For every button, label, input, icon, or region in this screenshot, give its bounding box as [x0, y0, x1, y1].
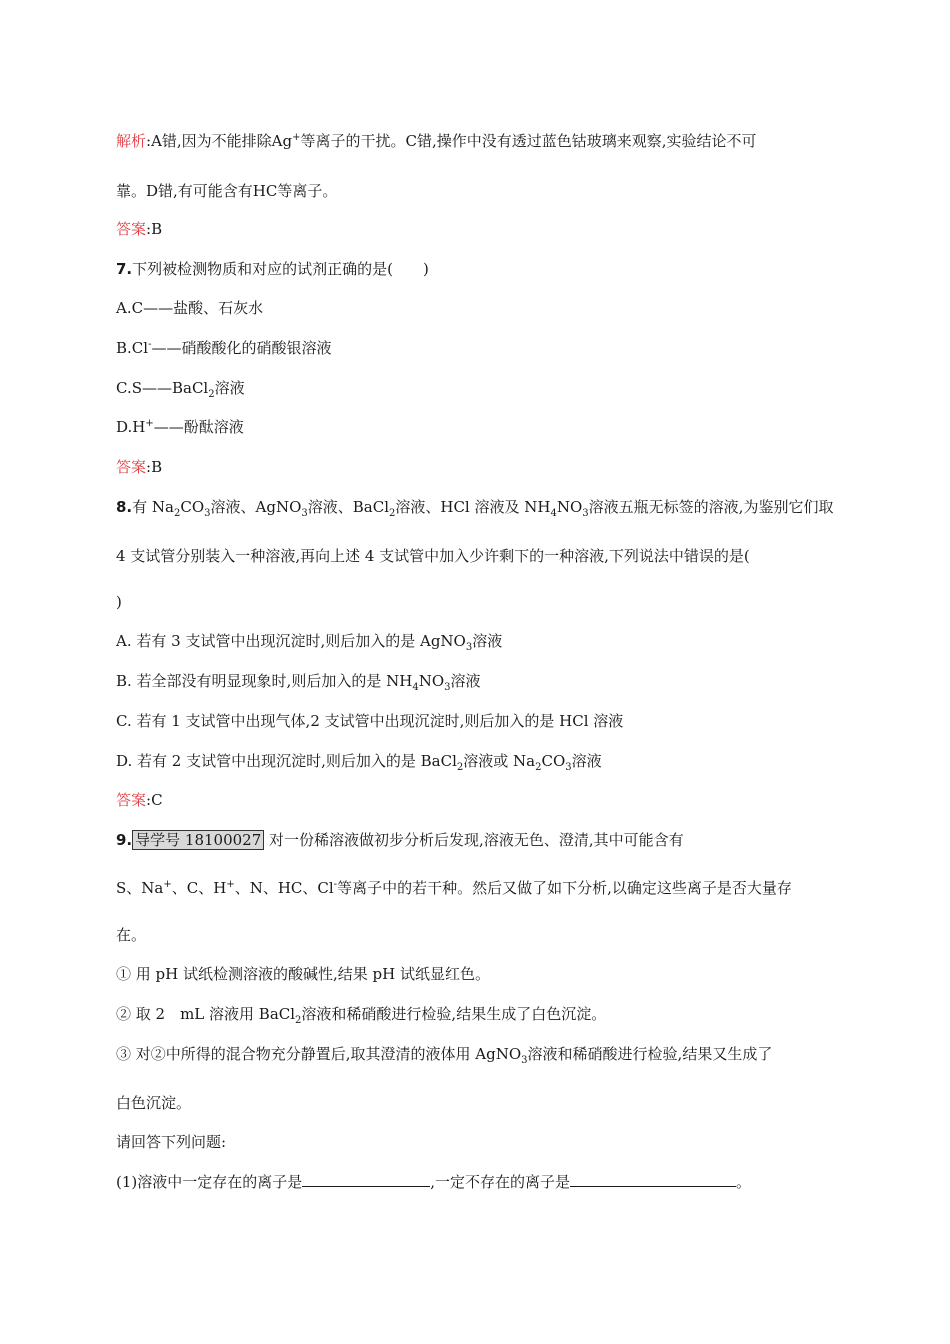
answer-7: 答案:B	[116, 458, 163, 476]
question-8-stem-line-2: 4 支试管分别装入一种溶液,再向上述 4 支试管中加入少许剩下的一种溶液,下列说法中错误的是(	[116, 547, 750, 565]
q8-option-d: D. 若有 2 支试管中出现沉淀时,则后加入的是 BaCl$_2$溶液或 $Na_2CO_3$溶液	[116, 752, 602, 773]
question-number: 7.	[116, 260, 133, 278]
answer-blank[interactable]	[570, 1172, 736, 1187]
analysis-line-2: 靠。D错,有可能含有HC等离子。	[116, 182, 338, 200]
answer-8: 答案:C	[116, 791, 163, 809]
question-9-stem-line-3: 在。	[116, 926, 147, 944]
q8-option-c: C. 若有 1 支试管中出现气体,2 支试管中出现沉淀时,则后加入的是 HCl 溶液	[116, 712, 624, 730]
question-number: 8.	[116, 498, 133, 516]
q7-option-b: B.Cl-——硝酸酸化的硝酸银溶液	[116, 339, 332, 357]
analysis-label: 解析	[116, 132, 147, 150]
q9-step-1: ① 用 pH 试纸检测溶液的酸碱性,结果 pH 试纸显红色。	[116, 965, 490, 983]
q8-option-b: B. 若全部没有明显现象时,则后加入的是 $NH_4NO_3$溶液	[116, 672, 481, 693]
q8-option-a: A. 若有 3 支试管中出现沉淀时,则后加入的是 AgNO$_3$溶液	[116, 632, 503, 653]
q9-subquestion-1: (1)溶液中一定存在的离子是 ,一定不存在的离子是 。	[116, 1173, 752, 1191]
q9-prompt: 请回答下列问题:	[116, 1133, 227, 1151]
q9-step-3-line-2: 白色沉淀。	[116, 1094, 192, 1112]
question-7-stem: 7.下列被检测物质和对应的试剂正确的是( )	[116, 260, 429, 278]
question-9-ions-line: S、Na+、C、H+、N、HC、Cl-等离子中的若干种。然后又做了如下分析,以确定这些离子是否大量存	[116, 879, 792, 897]
question-8-stem-line-3: )	[116, 593, 122, 611]
question-9-stem-line-1: 9. 导学号 18100027 对一份稀溶液做初步分析后发现,溶液无色、澄清,其中可能含有	[116, 831, 684, 849]
q9-step-2: ② 取 2 mL 溶液用 BaCl$_2$溶液和稀硝酸进行检验,结果生成了白色沉淀。	[116, 1005, 607, 1026]
guide-number-tag[interactable]: 导学号 18100027	[132, 830, 264, 850]
q7-option-a: A.C——盐酸、石灰水	[116, 299, 264, 317]
question-number: 9.	[116, 831, 133, 849]
answer-blank[interactable]	[302, 1172, 430, 1187]
q7-option-d: D.H+——酚酞溶液	[116, 418, 244, 436]
answer-label: 答案	[116, 220, 147, 238]
answer-6: 答案:B	[116, 220, 163, 238]
q9-step-3: ③ 对②中所得的混合物充分静置后,取其澄清的液体用 AgNO$_3$溶液和稀硝酸进行检验,结果又生成了	[116, 1045, 773, 1066]
question-8-stem-line-1: 8.有 $Na_2CO_3$溶液、AgNO$_3$溶液、BaCl$_2$溶液、HCl 溶液及 $NH_4NO_3$溶液五瓶无标签的溶液,为鉴别它们取	[116, 498, 834, 519]
q7-option-c: C.S——BaCl$_2$溶液	[116, 379, 245, 400]
analysis-line-1: 解析:A错,因为不能排除Ag+等离子的干扰。C错,操作中没有透过蓝色钴玻璃来观察,实验结论不可	[116, 132, 757, 150]
